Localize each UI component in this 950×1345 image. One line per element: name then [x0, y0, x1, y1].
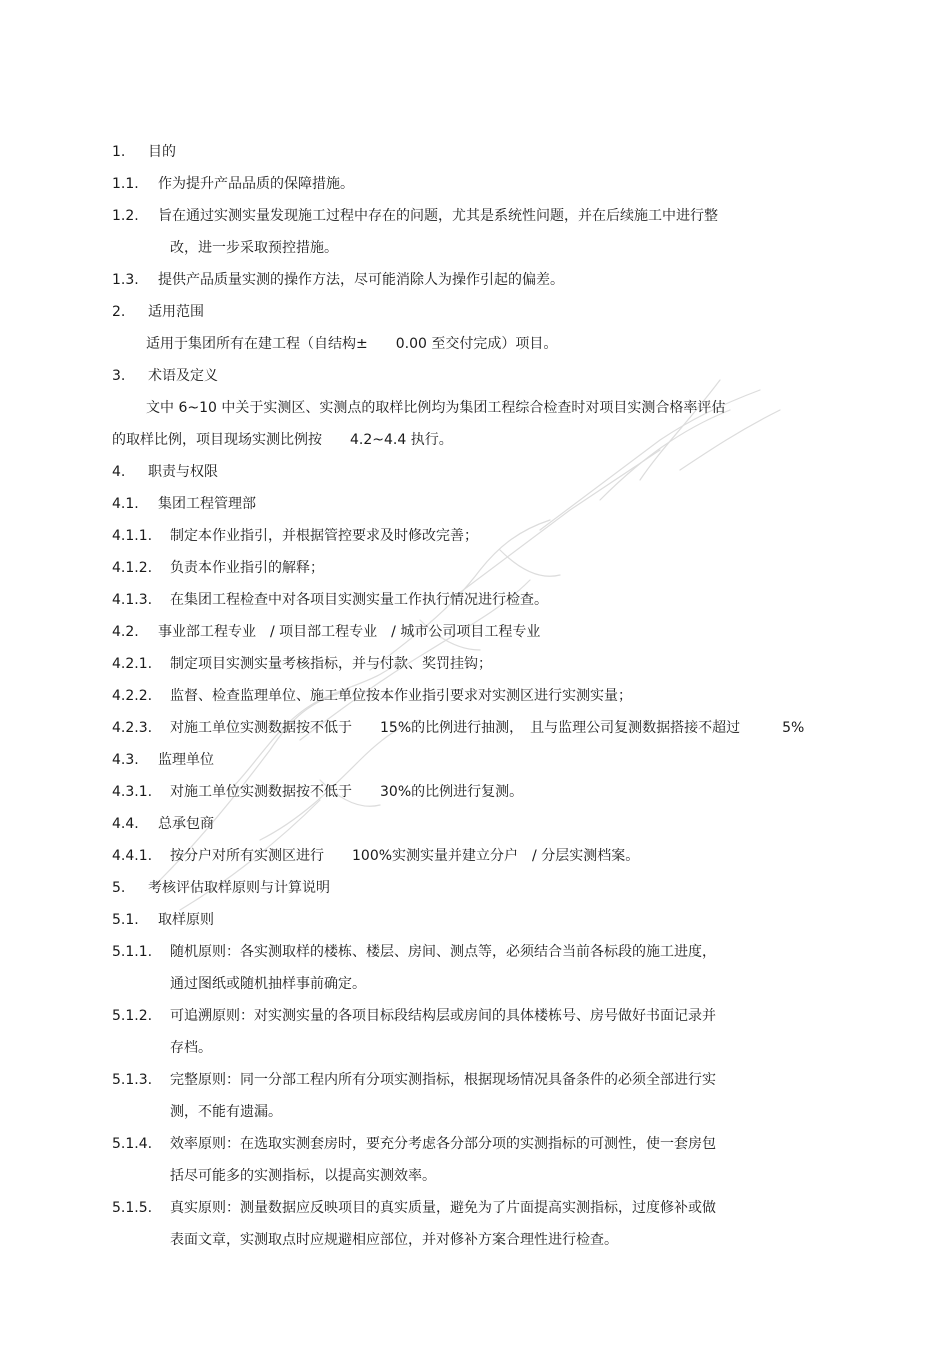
section-number: 5.1.4. [112, 1136, 153, 1152]
section-number: 4.2.3. [112, 720, 153, 736]
section-text: 制定本作业指引，并根据管控要求及时修改完善； [170, 528, 478, 544]
paragraph-text: 括尽可能多的实测指标，以提高实测效率。 [170, 1168, 436, 1184]
paragraph-text: 适用于集团所有在建工程（自结构± 0.00 至交付完成）项目。 [146, 336, 558, 352]
section-number: 1.2. [112, 208, 139, 224]
section-number: 5.1.2. [112, 1008, 153, 1024]
section-text: 在集团工程检查中对各项目实测实量工作执行情况进行检查。 [170, 592, 548, 608]
section-number: 1. [112, 144, 126, 160]
section-text: 目的 [148, 144, 176, 160]
section-text: 作为提升产品品质的保障措施。 [158, 176, 354, 192]
section-text: 事业部工程专业 / 项目部工程专业 / 城市公司项目工程专业 [158, 624, 541, 640]
section-text: 监督、检查监理单位、施工单位按本作业指引要求对实测区进行实测实量； [170, 688, 632, 704]
section-number: 2. [112, 304, 126, 320]
section-text: 术语及定义 [148, 368, 218, 384]
section-number: 5.1.1. [112, 944, 153, 960]
paragraph-text: 测，不能有遗漏。 [170, 1104, 282, 1120]
section-text: 随机原则：各实测取样的楼栋、楼层、房间、测点等，必须结合当前各标段的施工进度， [170, 944, 716, 960]
section-text: 制定项目实测实量考核指标，并与付款、奖罚挂钩； [170, 656, 492, 672]
paragraph-text: 文中 6~10 中关于实测区、实测点的取样比例均为集团工程综合检查时对项目实测合格率评估 [146, 400, 726, 416]
section-text: 按分户对所有实测区进行 100%实测实量并建立分户 / 分层实测档案。 [170, 848, 640, 864]
section-text: 可追溯原则：对实测实量的各项目标段结构层或房间的具体楼栋号、房号做好书面记录并 [170, 1008, 716, 1024]
section-number: 3. [112, 368, 126, 384]
section-number: 5.1.3. [112, 1072, 153, 1088]
section-text: 负责本作业指引的解释； [170, 560, 324, 576]
section-text: 对施工单位实测数据按不低于 30%的比例进行复测。 [170, 784, 524, 800]
section-number: 4.1.1. [112, 528, 153, 544]
section-text: 对施工单位实测数据按不低于 15%的比例进行抽测， 且与监理公司复测数据搭接不超过 5% [170, 720, 805, 736]
section-text: 提供产品质量实测的操作方法，尽可能消除人为操作引起的偏差。 [158, 272, 564, 288]
paragraph-text: 表面文章，实测取点时应规避相应部位，并对修补方案合理性进行检查。 [170, 1232, 618, 1248]
section-text: 总承包商 [158, 816, 214, 832]
section-text: 适用范围 [148, 304, 204, 320]
section-number: 4.1.3. [112, 592, 153, 608]
section-number: 5.1.5. [112, 1200, 153, 1216]
section-text: 效率原则：在选取实测套房时，要充分考虑各分部分项的实测指标的可测性，使一套房包 [170, 1136, 716, 1152]
section-number: 4.4. [112, 816, 139, 832]
paragraph-text: 改，进一步采取预控措施。 [170, 240, 338, 256]
section-number: 4.4.1. [112, 848, 153, 864]
section-number: 4.2. [112, 624, 139, 640]
section-text: 真实原则：测量数据应反映项目的真实质量，避免为了片面提高实测指标，过度修补或做 [170, 1200, 716, 1216]
paragraph-text: 存档。 [170, 1040, 212, 1056]
paragraph-text: 通过图纸或随机抽样事前确定。 [170, 976, 366, 992]
section-number: 4.2.2. [112, 688, 153, 704]
section-text: 取样原则 [158, 912, 214, 928]
section-number: 4.2.1. [112, 656, 153, 672]
section-text: 旨在通过实测实量发现施工过程中存在的问题，尤其是系统性问题，并在后续施工中进行整 [158, 208, 718, 224]
section-text: 集团工程管理部 [158, 496, 256, 512]
section-number: 4.3. [112, 752, 139, 768]
section-text: 考核评估取样原则与计算说明 [148, 880, 330, 896]
section-number: 5. [112, 880, 126, 896]
section-text: 监理单位 [158, 752, 214, 768]
section-number: 4.1.2. [112, 560, 153, 576]
section-text: 职责与权限 [148, 464, 218, 480]
section-text: 完整原则：同一分部工程内所有分项实测指标，根据现场情况具备条件的必须全部进行实 [170, 1072, 716, 1088]
section-number: 4.1. [112, 496, 139, 512]
section-number: 4.3.1. [112, 784, 153, 800]
section-number: 1.3. [112, 272, 139, 288]
section-number: 4. [112, 464, 126, 480]
section-number: 5.1. [112, 912, 139, 928]
paragraph-text: 的取样比例，项目现场实测比例按 4.2~4.4 执行。 [112, 432, 453, 448]
section-number: 1.1. [112, 176, 139, 192]
